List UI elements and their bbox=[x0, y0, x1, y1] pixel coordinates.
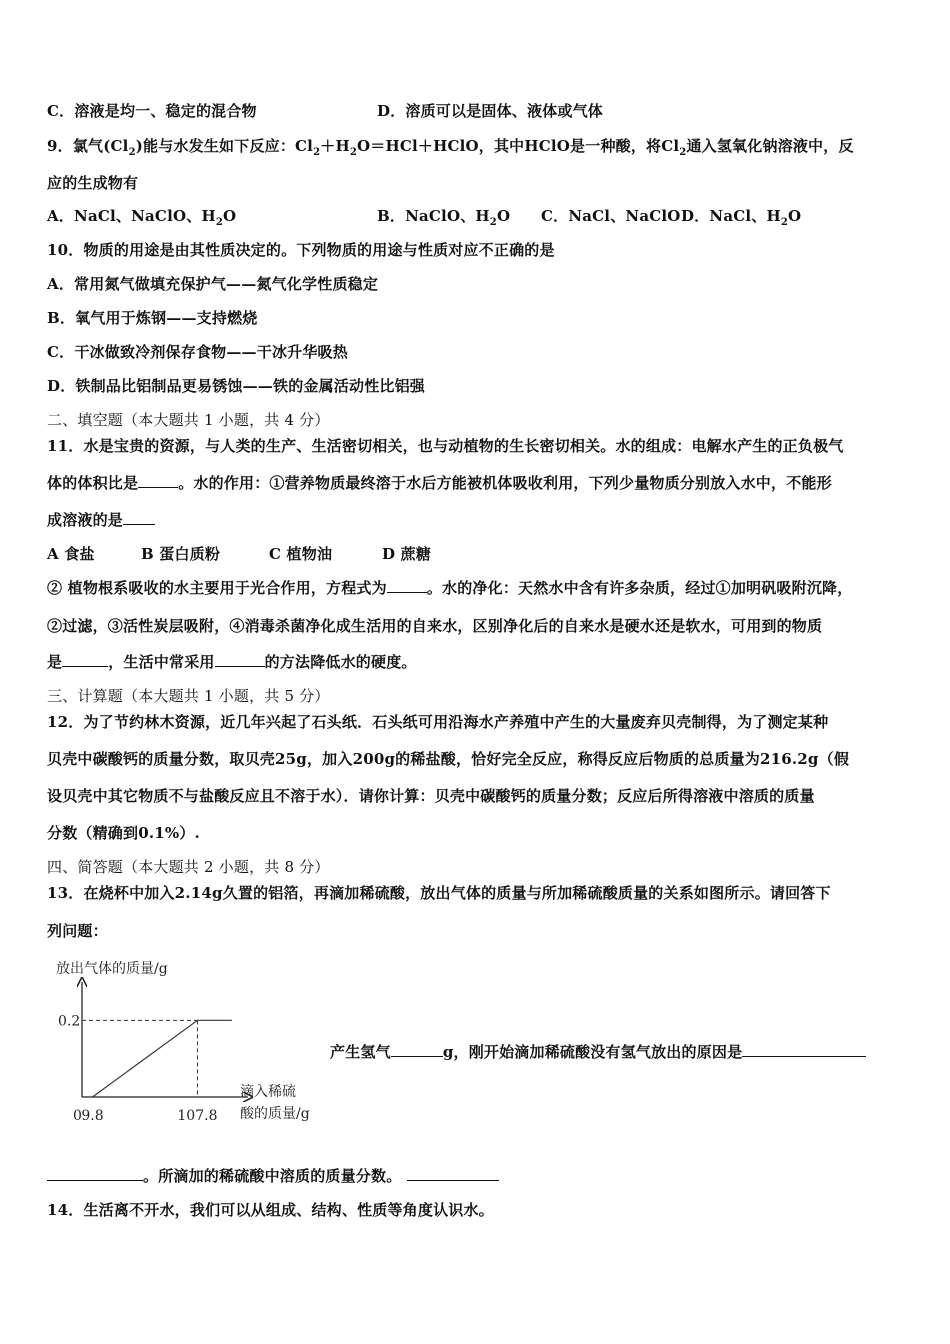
answer-blank[interactable] bbox=[387, 578, 427, 593]
q11-option-a: A 食盐 bbox=[47, 545, 95, 563]
q10-stem: 10．物质的用途是由其性质决定的。下列物质的用途与性质对应不正确的是 bbox=[47, 241, 555, 259]
q11-option-c: C 植物油 bbox=[269, 545, 333, 563]
chart-origin-label: 0 bbox=[73, 1108, 82, 1124]
q13-answer-line2: 。所滴加的稀硫酸中溶质的质量分数。 bbox=[47, 1166, 499, 1186]
chart-y-tick-0.2: 0.2 bbox=[58, 1013, 81, 1030]
answer-blank[interactable] bbox=[215, 652, 265, 667]
q11-line3: 成溶液的是 bbox=[47, 510, 155, 530]
q11-option-d: D 蔗糖 bbox=[382, 545, 432, 563]
chart-xlabel-line1: 滴入稀硫 bbox=[240, 1084, 296, 1100]
hydrogen-mass-chart bbox=[40, 950, 340, 1130]
q8-option-d: D．溶质可以是固体、液体或气体 bbox=[377, 102, 604, 120]
chart-ylabel: 放出气体的质量/g bbox=[56, 961, 168, 977]
q10-option-a: A．常用氮气做填充保护气——氮气化学性质稳定 bbox=[47, 275, 379, 293]
chart-x-tick-9.8: 9.8 bbox=[81, 1108, 104, 1124]
answer-blank[interactable] bbox=[391, 1042, 443, 1057]
answer-blank[interactable] bbox=[123, 510, 155, 525]
q9-stem-line1: 9．氯气$(Cl_2)$能与水发生如下反应：$Cl_2+H_2O=HCl+HClO$，其中HClO是一种酸，将$Cl_2$通入氢氧化钠溶液中，反 bbox=[47, 137, 854, 158]
q9-option-a: A．NaCl、NaClO、$H_2O$ bbox=[47, 207, 237, 228]
q11-option-b: B 蛋白质粉 bbox=[141, 545, 221, 563]
q11-line7: 是 ，生活中常采用 的方法降低水的硬度。 bbox=[47, 653, 417, 671]
chart-series-line bbox=[93, 1020, 232, 1097]
answer-blank[interactable] bbox=[138, 473, 178, 488]
q10-option-b: B．氧气用于炼钢——支持燃烧 bbox=[47, 309, 258, 327]
q11-line5: ② 植物根系吸收的水主要用于光合作用，方程式为 。水的净化：天然水中含有许多杂质，经过①加明矾吸附沉降， bbox=[47, 579, 853, 597]
answer-blank[interactable] bbox=[742, 1042, 866, 1057]
q9-option-d: D．NaCl、$H_2O$ bbox=[681, 207, 802, 228]
q12-line4: 分数（精确到0.1%）. bbox=[47, 824, 200, 842]
answer-blank[interactable] bbox=[407, 1166, 499, 1181]
section-heading-short-answer: 四、简答题（本大题共 2 小题，共 8 分） bbox=[47, 858, 330, 876]
chart-x-tick-107.8: 107.8 bbox=[177, 1108, 218, 1124]
q9-option-b: B．NaClO、$H_2O$ bbox=[377, 207, 511, 228]
answer-blank[interactable] bbox=[47, 1166, 143, 1181]
q14-stem: 14．生活离不开水，我们可以从组成、结构、性质等角度认识水。 bbox=[47, 1201, 494, 1219]
q9-option-c: C．NaCl、NaClO bbox=[541, 207, 681, 225]
q13-line2: 列问题： bbox=[47, 922, 108, 940]
q9-stem-line2: 应的生成物有 bbox=[47, 174, 139, 192]
q11-line6: ②过滤，③活性炭层吸附，④消毒杀菌净化成生活用的自来水，区别净化后的自来水是硬水还是软水，可用到的物质 bbox=[47, 617, 823, 635]
q13-line1: 13．在烧杯中加入2.14g久置的铝箔，再滴加稀硫酸，放出气体的质量与所加稀硫酸质量的关系如图所示。请回答下 bbox=[47, 884, 831, 902]
section-heading-fill-in: 二、填空题（本大题共 1 小题，共 4 分） bbox=[47, 411, 330, 429]
q11-line2: 体的体积比是 。水的作用：①营养物质最终溶于水后方能被机体吸收利用，下列少量物质分别放入水中，不能形 bbox=[47, 474, 832, 492]
answer-blank[interactable] bbox=[62, 652, 108, 667]
section-heading-calculation: 三、计算题（本大题共 1 小题，共 5 分） bbox=[47, 687, 330, 705]
q12-line1: 12．为了节约林木资源，近几年兴起了石头纸．石头纸可用沿海水产养殖中产生的大量废弃贝壳制得，为了测定某种 bbox=[47, 713, 829, 731]
q8-option-c: C．溶液是均一、稳定的混合物 bbox=[47, 102, 257, 120]
q12-line3: 设贝壳中其它物质不与盐酸反应且不溶于水）．请你计算：贝壳中碳酸钙的质量分数；反应后所得溶液中溶质的质量 bbox=[47, 787, 815, 805]
q10-option-d: D．铁制品比铝制品更易锈蚀——铁的金属活动性比铝强 bbox=[47, 377, 426, 395]
chart-xlabel-line2: 酸的质量/g bbox=[240, 1106, 310, 1122]
q11-line1: 11．水是宝贵的资源，与人类的生产、生活密切相关，也与动植物的生长密切相关。水的组成：电解水产生的正负极气 bbox=[47, 437, 844, 455]
q12-line2: 贝壳中碳酸钙的质量分数，取贝壳25g，加入200g的稀盐酸，恰好完全反应，称得反应后物质的总质量为216.2g（假 bbox=[47, 750, 850, 768]
q10-option-c: C．干冰做致冷剂保存食物——干冰升华吸热 bbox=[47, 343, 348, 361]
q13-answer-line1: 产生氢气 g，刚开始滴加稀硫酸没有氢气放出的原因是 bbox=[330, 1042, 866, 1062]
